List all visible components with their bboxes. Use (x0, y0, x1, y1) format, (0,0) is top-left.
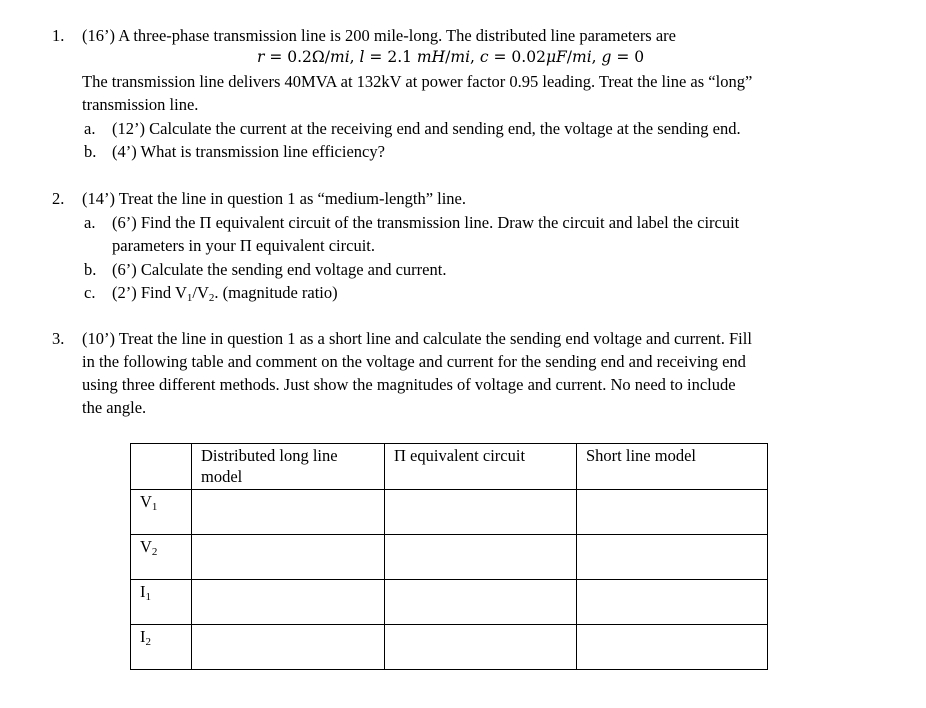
table-row (131, 535, 768, 580)
table-row (131, 580, 768, 625)
q2-line-1: (14’) Treat the line in question 1 as “medium-length” line. (82, 189, 467, 208)
q1b-label: b. (84, 142, 97, 161)
header-cell-empty (131, 444, 192, 490)
row-label-i2 (131, 625, 192, 670)
header-cell-pi-circuit: Π equivalent circuit (385, 444, 577, 490)
answer-cell[interactable] (385, 580, 577, 625)
header-cell-long-line: Distributed long line model (192, 444, 385, 490)
row-label-subscript: 2 (145, 636, 151, 648)
row-label-base: I (140, 582, 146, 601)
g-symbol: g (601, 48, 612, 66)
g-value: 0 (634, 48, 645, 66)
q3-line-3: using three different methods. Just show the magnitudes of voltage and current. No need to include (82, 375, 736, 394)
answer-cell[interactable] (385, 625, 577, 670)
q2b-text: (6’) Calculate the sending end voltage and current. (112, 260, 447, 279)
q1-number: 1. (52, 26, 65, 45)
row-label-base: V (140, 492, 152, 511)
row-label-subscript: 1 (151, 501, 158, 513)
row-label-v2 (131, 535, 192, 580)
row-label-base: V (140, 537, 152, 556)
q2c-text-middle: /V (192, 283, 209, 302)
row-label-i1 (131, 580, 192, 625)
row-label-base: I (140, 627, 146, 646)
q3-line-1: (10’) Treat the line in question 1 as a short line and calculate the sending end voltage and current. Fill (82, 329, 752, 348)
answer-cell[interactable] (577, 580, 768, 625)
q3-line-2: in the following table and comment on the voltage and current for the sending end and receiving end (82, 352, 746, 371)
answer-cell[interactable] (192, 580, 385, 625)
q1-line-3: The transmission line delivers 40MVA at 132kV at power factor 0.95 leading. Treat the line as “long” (82, 72, 753, 91)
q2c-text (112, 281, 338, 305)
q3-line-4: the angle. (82, 398, 147, 417)
answer-cell[interactable] (385, 535, 577, 580)
answer-table (130, 443, 768, 670)
table-row (131, 625, 768, 670)
row-label-subscript: 2 (151, 546, 158, 558)
answer-cell[interactable] (192, 535, 385, 580)
answer-cell[interactable] (577, 625, 768, 670)
q2a-text-1: (6’) Find the Π equivalent circuit of the transmission line. Draw the circuit and label the circuit (112, 213, 740, 232)
c-value: 0.02 (511, 48, 546, 66)
q2c-text-start: (2’) Find V (112, 283, 187, 302)
r-value: 0.2Ω/ (287, 48, 330, 66)
q2-number: 2. (52, 189, 65, 208)
c-symbol: c (479, 48, 489, 66)
table-header-row (131, 444, 768, 490)
answer-cell[interactable] (192, 490, 385, 535)
v2-subscript: 2 (208, 292, 215, 304)
l-value: 2.1 (387, 48, 412, 66)
q2c-label: c. (84, 283, 96, 302)
q2a-label: a. (84, 213, 96, 232)
row-label-subscript: 1 (145, 591, 151, 603)
q2c-text-end: . (magnitude ratio) (214, 283, 338, 302)
q3-number: 3. (52, 329, 65, 348)
q2b-label: b. (84, 260, 97, 279)
header-cell-short-line: Short line model (577, 444, 768, 490)
q1a-label: a. (84, 119, 96, 138)
q1-line-4: transmission line. (82, 95, 199, 114)
q1b-text: (4’) What is transmission line efficiency? (112, 142, 385, 161)
r-symbol: r (257, 48, 265, 66)
table-row (131, 490, 768, 535)
q2a-text-2: parameters in your Π equivalent circuit. (112, 236, 375, 255)
answer-cell[interactable] (577, 490, 768, 535)
q1a-text: (12’) Calculate the current at the receiving end and sending end, the voltage at the sending end. (112, 119, 741, 138)
row-label-v1 (131, 490, 192, 535)
l-symbol: l (359, 48, 365, 66)
answer-cell[interactable] (385, 490, 577, 535)
answer-cell[interactable] (192, 625, 385, 670)
q1-line-1: (16’) A three-phase transmission line is 200 mile-long. The distributed line parameters are (82, 26, 676, 45)
v1-subscript: 1 (186, 292, 193, 304)
answer-cell[interactable] (577, 535, 768, 580)
q1-parameter-equation: r = 0.2Ω/mi, l = 2.1 mH/mi, c = 0.02μF/mi, g = 0 (257, 48, 645, 66)
